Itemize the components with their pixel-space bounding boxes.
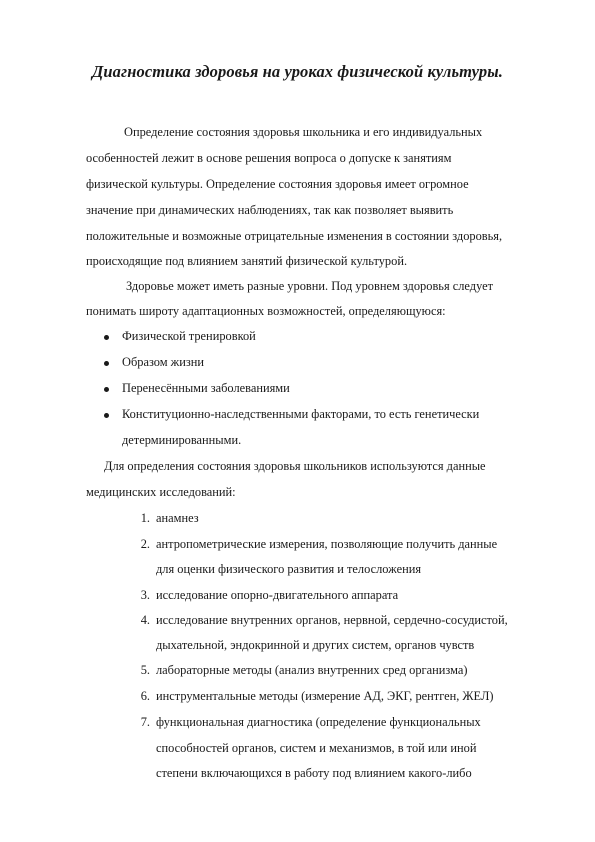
numbered-item: антропометрические измерения, позволяющие получить данные <box>156 537 498 551</box>
paragraph-2-line: Здоровье может иметь разные уровни. Под уровнем здоровья следует <box>126 279 494 293</box>
list-number: 4. <box>140 613 150 627</box>
bullet-dot-icon <box>104 387 109 392</box>
bullet-dot-icon <box>104 413 109 418</box>
paragraph-3-line: Для определения состояния здоровья школьников используются данные <box>104 459 486 473</box>
numbered-item: анамнез <box>156 511 199 525</box>
paragraph-1-line: физической культуры. Определение состояния здоровья имеет огромное <box>86 177 469 191</box>
numbered-item: исследование опорно-двигательного аппарата <box>156 588 399 602</box>
paragraph-1-line: особенностей лежит в основе решения вопроса о допуске к занятиям <box>86 151 452 165</box>
list-number: 2. <box>140 537 150 551</box>
list-number: 7. <box>140 715 150 729</box>
numbered-item: функциональная диагностика (определение функциональных <box>156 715 481 729</box>
paragraph-1-line: Определение состояния здоровья школьника и его индивидуальных <box>124 125 483 139</box>
bullet-dot-icon <box>104 335 109 340</box>
bullet-item-continuation: детерминированными. <box>122 433 242 447</box>
bullet-dot-icon <box>104 361 109 366</box>
list-number: 1. <box>140 511 150 525</box>
bullet-item: Физической тренировкой <box>122 329 256 343</box>
paragraph-3-line: медицинских исследований: <box>86 485 236 499</box>
bullet-item: Образом жизни <box>122 355 205 369</box>
numbered-item: инструментальные методы (измерение АД, ЭКГ, рентген, ЖЕЛ) <box>156 689 494 703</box>
numbered-item: лабораторные методы (анализ внутренних сред организма) <box>156 663 468 677</box>
numbered-item-continuation: степени включающихся в работу под влиянием какого-либо <box>156 766 472 780</box>
bullet-item: Конституционно-наследственными факторами, то есть генетически <box>122 407 480 421</box>
page-title: Диагностика здоровья на уроках физической культуры. <box>92 62 503 81</box>
paragraph-1-line: положительные и возможные отрицательные изменения в состоянии здоровья, <box>86 229 503 243</box>
paragraph-1-line: происходящие под влиянием занятий физической культурой. <box>86 254 408 268</box>
bullet-item: Перенесёнными заболеваниями <box>122 381 290 395</box>
numbered-item-continuation: дыхательной, эндокринной и других систем, органов чувств <box>156 638 475 652</box>
list-number: 5. <box>140 663 150 677</box>
list-number: 6. <box>140 689 150 703</box>
numbered-item: исследование внутренних органов, нервной, сердечно-сосудистой, <box>156 613 508 627</box>
numbered-item-continuation: способностей органов, систем и механизмов, в той или иной <box>156 741 477 755</box>
list-number: 3. <box>140 588 150 602</box>
paragraph-2-line: понимать широту адаптационных возможностей, определяющуюся: <box>86 304 446 318</box>
numbered-item-continuation: для оценки физического развития и телосложения <box>156 562 422 576</box>
paragraph-1-line: значение при динамических наблюдениях, так как позволяет выявить <box>86 203 454 217</box>
